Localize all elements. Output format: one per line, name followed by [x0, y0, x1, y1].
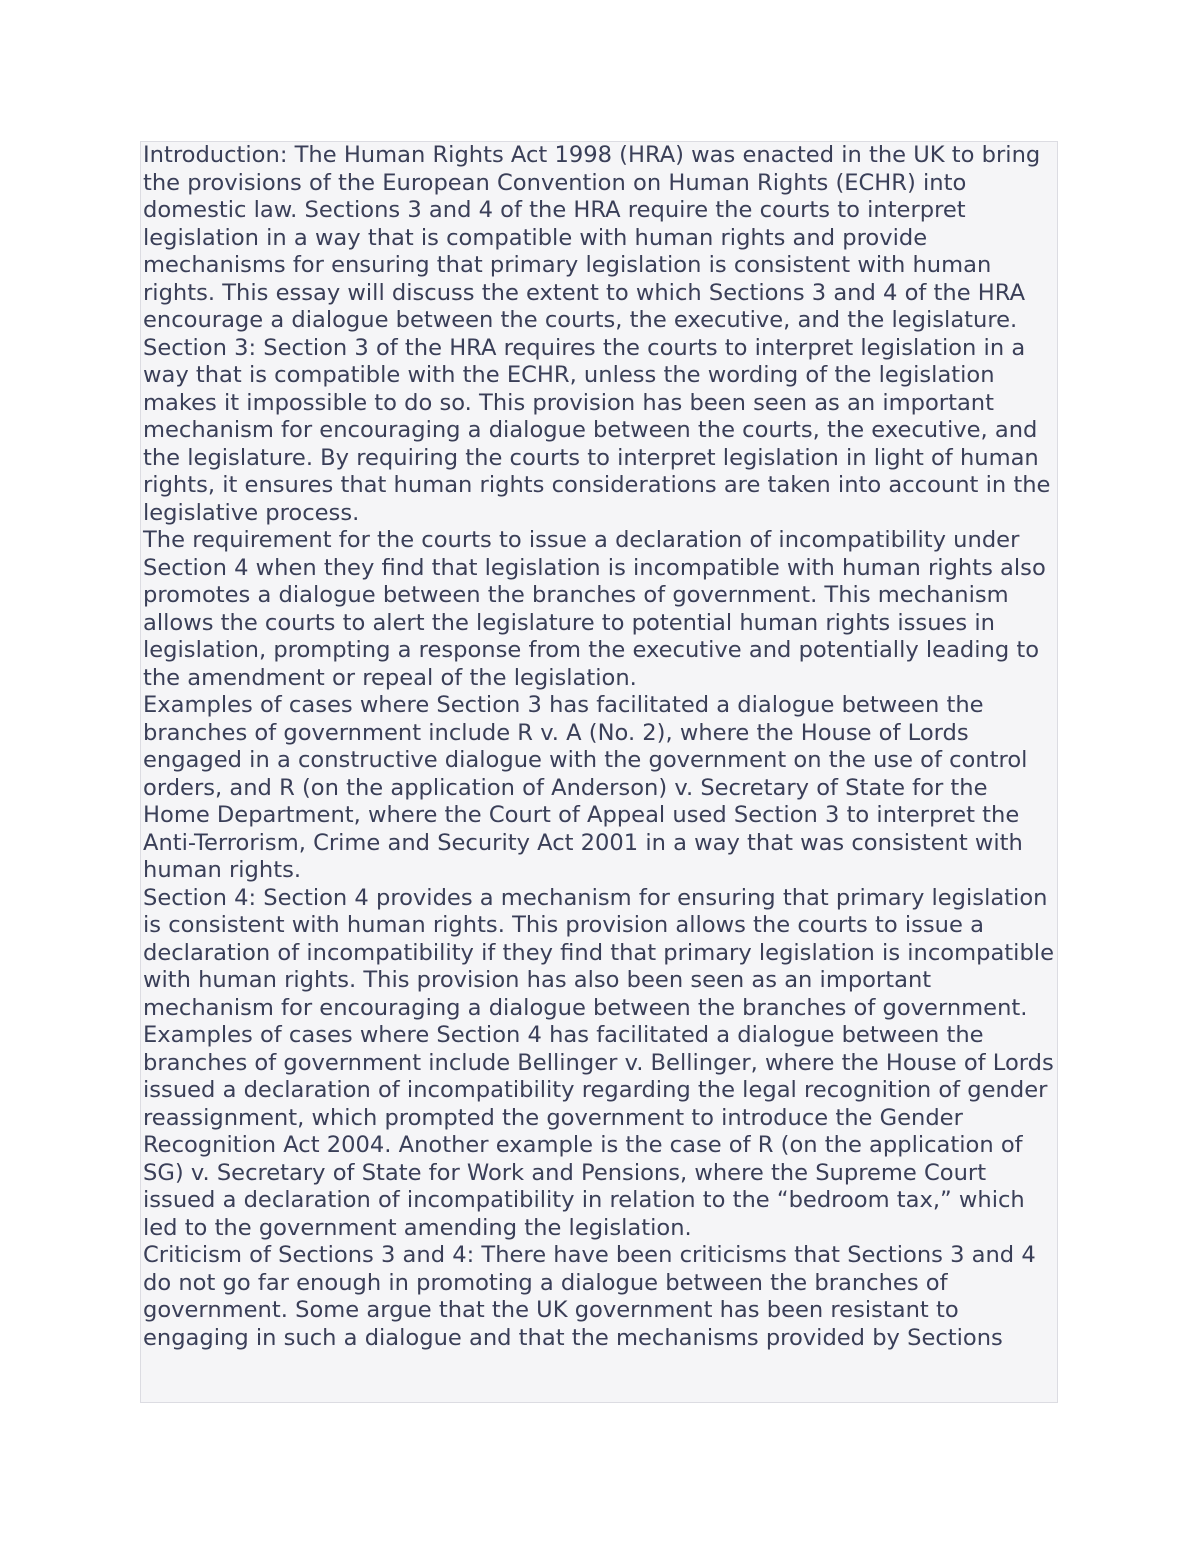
paragraph-criticism: Criticism of Sections 3 and 4: There have been criticisms that Sections 3 and 4 do not go far enough in promoting a dialogue between the branches of government. Some argue that the UK government has been resistant to engaging in such a dialogue and that the mechanisms provided by Sections [143, 1242, 1036, 1351]
paragraph-introduction: Introduction: The Human Rights Act 1998 (HRA) was enacted in the UK to bring the provisions of the European Convention on Human Rights (ECHR) into domestic law. Sections 3 and 4 of the HRA require the courts to interpret legislation in a way that is compatible with human rights and provide mechanisms for ensuring that primary legislation is consistent with human rights. This essay will discuss the extent to which Sections 3 and 4 of the HRA encourage a dialogue between the courts, the executive, and the legislature. [143, 142, 1041, 333]
paragraph-section-3: Section 3: Section 3 of the HRA requires the courts to interpret legislation in a way that is compatible with the ECHR, unless the wording of the legislation makes it impossible to do so. This provision has been seen as an important mechanism for encouraging a dialogue between the courts, the executive, and the legislature. By requiring the courts to interpret legislation in light of human rights, it ensures that human rights considerations are taken into account in the legislative process. [143, 334, 1051, 526]
document-text-box [140, 141, 1058, 1403]
paragraph-section-4: Section 4: Section 4 provides a mechanism for ensuring that primary legislation is consistent with human rights. This provision allows the courts to issue a declaration of incompatibility if they find that primary legislation is incompatible with human rights. This provision has also been seen as an important mechanism for encouraging a dialogue between the branches of government. [143, 884, 1054, 1021]
paragraph-declaration-requirement: The requirement for the courts to issue a declaration of incompatibility under Section 4 when they find that legislation is incompatible with human rights also promotes a dialogue between the branches of government. This mechanism allows the courts to alert the legislature to potential human rights issues in legislation, prompting a response from the executive and potentially leading to the amendment or repeal of the legislation. [143, 527, 1046, 691]
paragraph-section-3-examples: Examples of cases where Section 3 has facilitated a dialogue between the branches of government include R v. A (No. 2), where the House of Lords engaged in a constructive dialogue with the government on the use of control orders, and R (on the application of Anderson) v. Secretary of State for the Home Department, where the Court of Appeal used Section 3 to interpret the Anti-Terrorism, Crime and Security Act 2001 in a way that was consistent with human rights. [143, 692, 1028, 883]
paragraph-section-4-examples: Examples of cases where Section 4 has facilitated a dialogue between the branches of government include Bellinger v. Bellinger, where the House of Lords issued a declaration of incompatibility regarding the legal recognition of gender reassignment, which prompted the government to introduce the Gender Recognition Act 2004. Another example is the case of R (on the application of SG) v. Secretary of State for Work and Pensions, where the Supreme Court issued a declaration of incompatibility in relation to the “bedroom tax,” which led to the government amending the legislation. [143, 1022, 1054, 1241]
